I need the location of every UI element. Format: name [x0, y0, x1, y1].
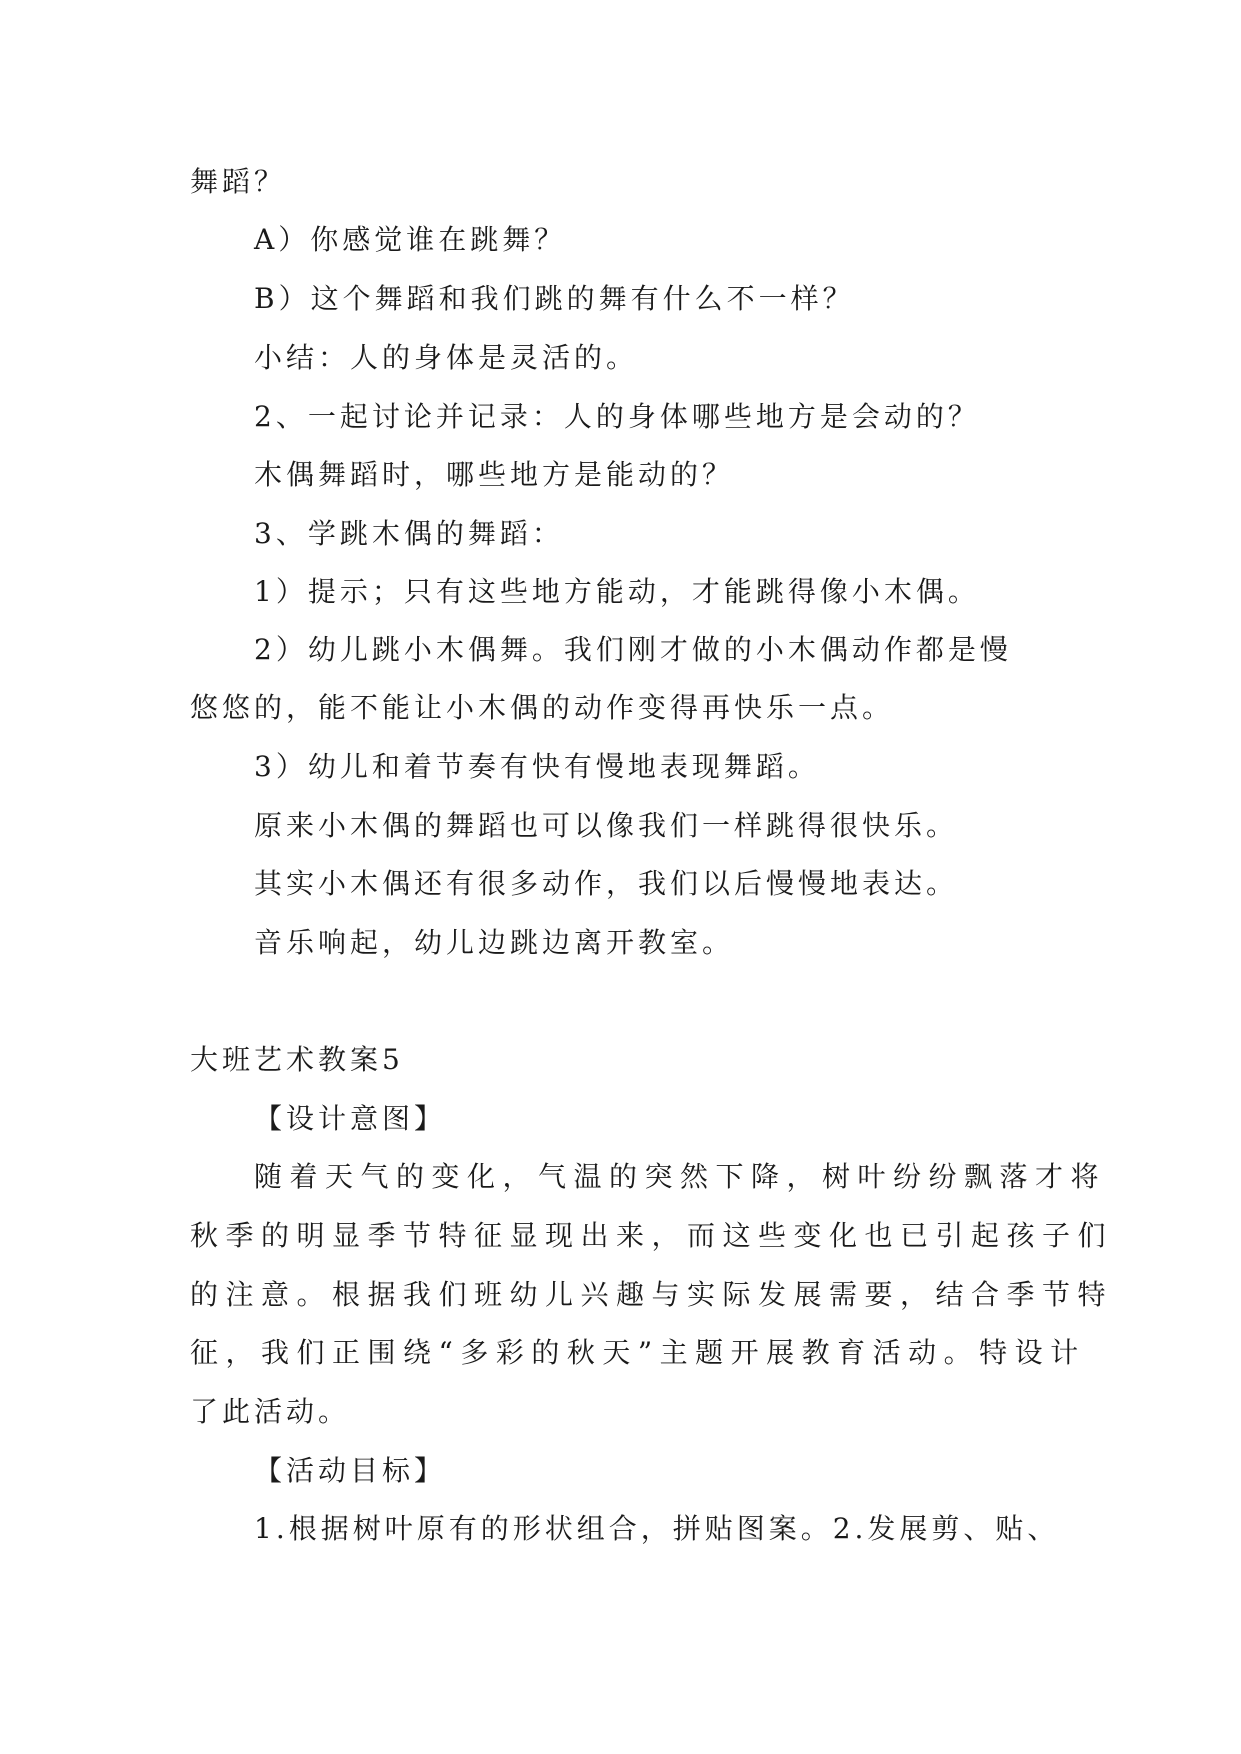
subheading-design-intent: 【设计意图】	[254, 1102, 447, 1135]
text-line: 秋季的明显季节特征显现出来，而这些变化也已引起孩子们	[190, 1219, 1114, 1252]
text-line: 悠悠的，能不能让小木偶的动作变得再快乐一点。	[190, 691, 895, 724]
text-line: 音乐响起，幼儿边跳边离开教室。	[254, 926, 735, 959]
text-line: 1）提示；只有这些地方能动，才能跳得像小木偶。	[254, 575, 980, 608]
text-line: 了此活动。	[190, 1395, 351, 1428]
text-line: 征，我们正围绕“多彩的秋天”主题开展教育活动。特设计	[190, 1336, 1086, 1369]
text-line: 小结：人的身体是灵活的。	[254, 341, 639, 374]
text-line: 舞蹈？	[190, 165, 287, 198]
text-line: B）这个舞蹈和我们跳的舞有什么不一样？	[254, 282, 855, 315]
text-line: A）你感觉谁在跳舞？	[254, 223, 567, 256]
subheading-activity-goals: 【活动目标】	[254, 1454, 447, 1487]
text-line: 其实小木偶还有很多动作，我们以后慢慢地表达。	[254, 867, 959, 900]
text-line: 2）幼儿跳小木偶舞。我们刚才做的小木偶动作都是慢	[254, 633, 1012, 666]
text-line: 木偶舞蹈时，哪些地方是能动的？	[254, 458, 735, 491]
text-line: 2、一起讨论并记录：人的身体哪些地方是会动的？	[254, 400, 980, 433]
section-heading: 大班艺术教案5	[190, 1043, 404, 1076]
text-line: 原来小木偶的舞蹈也可以像我们一样跳得很快乐。	[254, 809, 959, 842]
text-line: 的注意。根据我们班幼儿兴趣与实际发展需要，结合季节特	[190, 1278, 1114, 1311]
text-line: 1.根据树叶原有的形状组合，拼贴图案。2.发展剪、贴、	[254, 1512, 1060, 1545]
text-line: 3、学跳木偶的舞蹈：	[254, 517, 564, 550]
text-line: 随着天气的变化，气温的突然下降，树叶纷纷飘落才将	[254, 1160, 1107, 1193]
text-line: 3）幼儿和着节奏有快有慢地表现舞蹈。	[254, 750, 820, 783]
